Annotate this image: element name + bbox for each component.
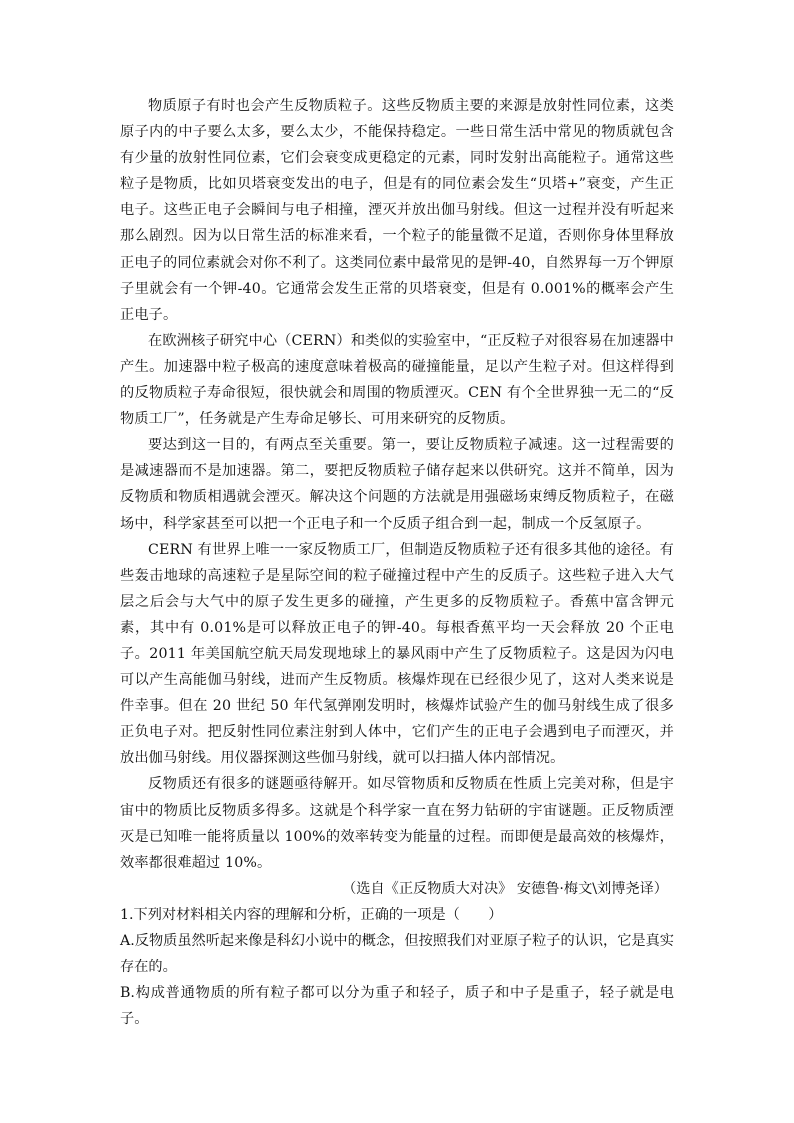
option-b: B.构成普通物质的所有粒子都可以分为重子和轻子，质子和中子是重子，轻子就是电子。 — [120, 985, 674, 1028]
paragraph-2: 在欧洲核子研究中心（CERN）和类似的实验室中，“正反粒子对很容易在加速器中产生。加速器中粒子极高的速度意味着极高的碰撞能量，足以产生粒子对。但这样得到的反物质粒子寿命很短，很快就会和周围的物质湮灭。CEN 有个全世界独一无二的“反物质工厂”，任务就是产生寿命足够长、可用来研究的反物质。 — [120, 332, 674, 428]
document-page — [120, 93, 674, 1032]
source-citation: （选自《正反物质大对决》 安德鲁·梅文\刘博尧译） — [342, 880, 668, 897]
paragraph-3: 要达到这一目的，有两点至关重要。第一，要让反物质粒子减速。这一过程需要的是减速器而不是加速器。第二，要把反物质粒子储存起来以供研究。这并不简单，因为反物质和物质相遇就会湮灭。解决这个问题的方法就是用强磁场束缚反物质粒子，在磁场中，科学家甚至可以把一个正电子和一个反质子组合到一起，制成一个反氢原子。 — [120, 437, 674, 532]
paragraph-4: CERN 有世界上唯一一家反物质工厂，但制造反物质粒子还有很多其他的途径。有些轰击地球的高速粒子是星际空间的粒子碰撞过程中产生的反质子。这些粒子进入大气层之后会与大气中的原子发生更多的碰撞，产生更多的反物质粒子。香蕉中富含钾元素，其中有 0.01%是可以释放正电子的钾-40。每根香蕉平均一天会释放 20 个正电子。2011 年美国航空航天局发现地球上的暴风雨中产生了反物质粒子。这是因为闪电可以产生高能伽马射线，进而产生反物质。核爆炸现在已经很少见了，这对人类来说是件幸事。但在 20 世纪 50 年代氢弹刚发明时，核爆炸试验产生的伽马射线生成了很多正负电子对。把反射性同位素注射到人体中，它们产生的正电子会遇到电子而湮灭，并放出伽马射线。用仪器探测这些伽马射线，就可以扫描人体内部情况。 — [120, 541, 674, 767]
option-a: A.反物质虽然听起来像是科幻小说中的概念，但按照我们对亚原子粒子的认识，它是真实存在的。 — [120, 933, 674, 976]
question-stem: 1.下列对材料相关内容的理解和分析，正确的一项是（ ） — [120, 906, 503, 923]
paragraph-5: 反物质还有很多的谜题亟待解开。如尽管物质和反物质在性质上完美对称，但是宇宙中的物质比反物质多得多。这就是个科学家一直在努力钻研的宇宙谜题。正反物质湮灭是已知唯一能将质量以 100%的效率转变为能量的过程。而即便是最高效的核爆炸，效率都很难超过 10%。 — [120, 776, 674, 871]
paragraph-1: 物质原子有时也会产生反物质粒子。这些反物质主要的来源是放射性同位素，这类原子内的中子要么太多，要么太少，不能保持稳定。一些日常生活中常见的物质就包含有少量的放射性同位素，它们会衰变成更稳定的元素，同时发射出高能粒子。通常这些粒子是物质，比如贝塔衰变发出的电子，但是有的同位素会发生“贝塔+”衰变，产生正电子。这些正电子会瞬间与电子相撞，湮灭并放出伽马射线。但这一过程并没有听起来那么剧烈。因为以日常生活的标准来看，一个粒子的能量微不足道，否则你身体里释放正电子的同位素就会对你不利了。这类同位素中最常见的是钾-40，自然界每一万个钾原子里就会有一个钾-40。它通常会发生正常的贝塔衰变，但是有 0.001%的概率会产生正电子。 — [120, 98, 674, 323]
